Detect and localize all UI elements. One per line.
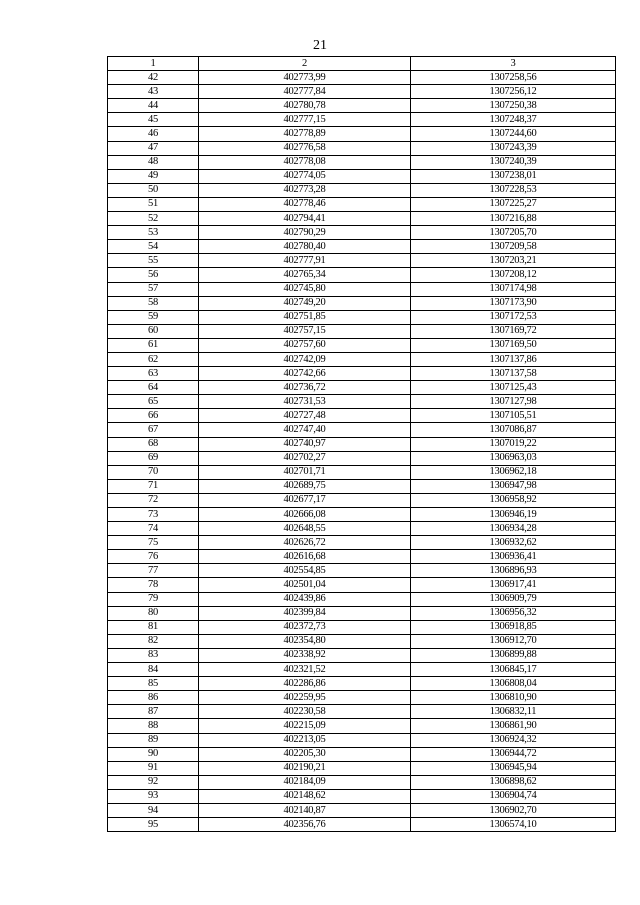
cell-point-number: 69 xyxy=(108,451,199,465)
cell-x-coordinate: 402757,60 xyxy=(199,338,411,352)
cell-point-number: 53 xyxy=(108,226,199,240)
table-row xyxy=(108,522,616,536)
table-row xyxy=(108,719,616,733)
cell-point-number: 75 xyxy=(108,536,199,550)
cell-y-coordinate: 1307208,12 xyxy=(411,268,616,282)
cell-x-coordinate: 402777,91 xyxy=(199,254,411,268)
cell-x-coordinate: 402616,68 xyxy=(199,550,411,564)
cell-y-coordinate: 1306904,74 xyxy=(411,789,616,803)
table-row xyxy=(108,747,616,761)
table-row xyxy=(108,254,616,268)
cell-y-coordinate: 1306956,32 xyxy=(411,606,616,620)
cell-point-number: 89 xyxy=(108,733,199,747)
cell-x-coordinate: 402773,99 xyxy=(199,71,411,85)
cell-x-coordinate: 402689,75 xyxy=(199,479,411,493)
cell-point-number: 52 xyxy=(108,212,199,226)
cell-y-coordinate: 1306944,72 xyxy=(411,747,616,761)
cell-y-coordinate: 1306962,18 xyxy=(411,465,616,479)
table-row xyxy=(108,451,616,465)
cell-y-coordinate: 1306946,19 xyxy=(411,508,616,522)
cell-x-coordinate: 402780,78 xyxy=(199,99,411,113)
table-row xyxy=(108,479,616,493)
cell-y-coordinate: 1307209,58 xyxy=(411,240,616,254)
cell-y-coordinate: 1307125,43 xyxy=(411,381,616,395)
cell-x-coordinate: 402205,30 xyxy=(199,747,411,761)
table-row xyxy=(108,268,616,282)
cell-x-coordinate: 402190,21 xyxy=(199,761,411,775)
cell-y-coordinate: 1307019,22 xyxy=(411,437,616,451)
cell-x-coordinate: 402501,04 xyxy=(199,578,411,592)
cell-y-coordinate: 1307137,86 xyxy=(411,352,616,366)
cell-y-coordinate: 1306845,17 xyxy=(411,663,616,677)
cell-x-coordinate: 402148,62 xyxy=(199,789,411,803)
cell-point-number: 44 xyxy=(108,99,199,113)
table-row xyxy=(108,578,616,592)
table-row xyxy=(108,620,616,634)
table-row xyxy=(108,310,616,324)
cell-point-number: 61 xyxy=(108,338,199,352)
table-row xyxy=(108,71,616,85)
cell-x-coordinate: 402286,86 xyxy=(199,677,411,691)
cell-x-coordinate: 402790,29 xyxy=(199,226,411,240)
cell-x-coordinate: 402747,40 xyxy=(199,423,411,437)
cell-x-coordinate: 402701,71 xyxy=(199,465,411,479)
cell-y-coordinate: 1306902,70 xyxy=(411,803,616,817)
cell-point-number: 77 xyxy=(108,564,199,578)
cell-x-coordinate: 402794,41 xyxy=(199,212,411,226)
cell-x-coordinate: 402777,84 xyxy=(199,85,411,99)
cell-y-coordinate: 1306810,90 xyxy=(411,691,616,705)
cell-x-coordinate: 402666,08 xyxy=(199,508,411,522)
cell-y-coordinate: 1306909,79 xyxy=(411,592,616,606)
cell-point-number: 81 xyxy=(108,620,199,634)
table-row xyxy=(108,296,616,310)
cell-point-number: 54 xyxy=(108,240,199,254)
cell-point-number: 87 xyxy=(108,705,199,719)
cell-point-number: 92 xyxy=(108,775,199,789)
cell-point-number: 62 xyxy=(108,352,199,366)
table-row xyxy=(108,240,616,254)
cell-x-coordinate: 402230,58 xyxy=(199,705,411,719)
table-row xyxy=(108,592,616,606)
table-row xyxy=(108,423,616,437)
table-row xyxy=(108,197,616,211)
cell-x-coordinate: 402757,15 xyxy=(199,324,411,338)
cell-x-coordinate: 402439,86 xyxy=(199,592,411,606)
table-row xyxy=(108,226,616,240)
cell-point-number: 66 xyxy=(108,409,199,423)
table-row xyxy=(108,141,616,155)
cell-y-coordinate: 1307127,98 xyxy=(411,395,616,409)
cell-x-coordinate: 402778,46 xyxy=(199,197,411,211)
cell-y-coordinate: 1307243,39 xyxy=(411,141,616,155)
cell-x-coordinate: 402354,80 xyxy=(199,634,411,648)
cell-y-coordinate: 1307172,53 xyxy=(411,310,616,324)
table-row xyxy=(108,169,616,183)
cell-y-coordinate: 1307256,12 xyxy=(411,85,616,99)
coordinates-table xyxy=(107,56,616,832)
table-row xyxy=(108,761,616,775)
table-row xyxy=(108,324,616,338)
cell-point-number: 64 xyxy=(108,381,199,395)
cell-x-coordinate: 402215,09 xyxy=(199,719,411,733)
cell-point-number: 51 xyxy=(108,197,199,211)
cell-point-number: 88 xyxy=(108,719,199,733)
table-row xyxy=(108,352,616,366)
column-header-y: 3 xyxy=(411,57,616,71)
table-row xyxy=(108,634,616,648)
table-row xyxy=(108,789,616,803)
table-row xyxy=(108,409,616,423)
cell-point-number: 94 xyxy=(108,803,199,817)
table-row xyxy=(108,85,616,99)
table-row xyxy=(108,395,616,409)
cell-point-number: 49 xyxy=(108,169,199,183)
cell-x-coordinate: 402554,85 xyxy=(199,564,411,578)
table-row xyxy=(108,648,616,662)
cell-y-coordinate: 1306936,41 xyxy=(411,550,616,564)
cell-x-coordinate: 402259,95 xyxy=(199,691,411,705)
cell-x-coordinate: 402777,15 xyxy=(199,113,411,127)
cell-x-coordinate: 402773,28 xyxy=(199,183,411,197)
cell-point-number: 71 xyxy=(108,479,199,493)
table-row xyxy=(108,338,616,352)
cell-point-number: 80 xyxy=(108,606,199,620)
table-row xyxy=(108,212,616,226)
table-header-row xyxy=(108,57,616,71)
table-row xyxy=(108,493,616,507)
table-row xyxy=(108,663,616,677)
cell-y-coordinate: 1307169,72 xyxy=(411,324,616,338)
cell-y-coordinate: 1307174,98 xyxy=(411,282,616,296)
cell-y-coordinate: 1306924,32 xyxy=(411,733,616,747)
cell-x-coordinate: 402626,72 xyxy=(199,536,411,550)
cell-y-coordinate: 1306896,93 xyxy=(411,564,616,578)
table-row xyxy=(108,705,616,719)
column-header-x: 2 xyxy=(199,57,411,71)
cell-y-coordinate: 1307105,51 xyxy=(411,409,616,423)
cell-point-number: 72 xyxy=(108,493,199,507)
cell-y-coordinate: 1307137,58 xyxy=(411,367,616,381)
cell-x-coordinate: 402776,58 xyxy=(199,141,411,155)
cell-y-coordinate: 1307238,01 xyxy=(411,169,616,183)
cell-y-coordinate: 1306912,70 xyxy=(411,634,616,648)
cell-x-coordinate: 402749,20 xyxy=(199,296,411,310)
cell-y-coordinate: 1306917,41 xyxy=(411,578,616,592)
cell-x-coordinate: 402648,55 xyxy=(199,522,411,536)
cell-point-number: 78 xyxy=(108,578,199,592)
cell-y-coordinate: 1307248,37 xyxy=(411,113,616,127)
cell-point-number: 85 xyxy=(108,677,199,691)
cell-x-coordinate: 402751,85 xyxy=(199,310,411,324)
cell-y-coordinate: 1307225,27 xyxy=(411,197,616,211)
cell-y-coordinate: 1306861,90 xyxy=(411,719,616,733)
table-row xyxy=(108,113,616,127)
cell-point-number: 57 xyxy=(108,282,199,296)
cell-y-coordinate: 1306947,98 xyxy=(411,479,616,493)
table-row xyxy=(108,606,616,620)
cell-y-coordinate: 1307205,70 xyxy=(411,226,616,240)
cell-x-coordinate: 402745,80 xyxy=(199,282,411,296)
cell-point-number: 56 xyxy=(108,268,199,282)
cell-x-coordinate: 402372,73 xyxy=(199,620,411,634)
cell-point-number: 91 xyxy=(108,761,199,775)
cell-x-coordinate: 402184,09 xyxy=(199,775,411,789)
table-row xyxy=(108,818,616,832)
cell-point-number: 45 xyxy=(108,113,199,127)
cell-x-coordinate: 402736,72 xyxy=(199,381,411,395)
cell-x-coordinate: 402321,52 xyxy=(199,663,411,677)
cell-y-coordinate: 1307173,90 xyxy=(411,296,616,310)
cell-point-number: 68 xyxy=(108,437,199,451)
cell-y-coordinate: 1306574,10 xyxy=(411,818,616,832)
table-row xyxy=(108,437,616,451)
cell-y-coordinate: 1307228,53 xyxy=(411,183,616,197)
cell-point-number: 59 xyxy=(108,310,199,324)
table-row xyxy=(108,803,616,817)
table-row xyxy=(108,282,616,296)
cell-point-number: 73 xyxy=(108,508,199,522)
table-row xyxy=(108,367,616,381)
cell-point-number: 79 xyxy=(108,592,199,606)
cell-x-coordinate: 402677,17 xyxy=(199,493,411,507)
cell-y-coordinate: 1306832,11 xyxy=(411,705,616,719)
table-row xyxy=(108,381,616,395)
table-row xyxy=(108,677,616,691)
cell-point-number: 95 xyxy=(108,818,199,832)
cell-y-coordinate: 1306963,03 xyxy=(411,451,616,465)
cell-y-coordinate: 1306918,85 xyxy=(411,620,616,634)
cell-point-number: 48 xyxy=(108,155,199,169)
cell-y-coordinate: 1307250,38 xyxy=(411,99,616,113)
cell-x-coordinate: 402338,92 xyxy=(199,648,411,662)
cell-point-number: 74 xyxy=(108,522,199,536)
cell-point-number: 70 xyxy=(108,465,199,479)
cell-x-coordinate: 402780,40 xyxy=(199,240,411,254)
cell-point-number: 55 xyxy=(108,254,199,268)
cell-x-coordinate: 402399,84 xyxy=(199,606,411,620)
cell-point-number: 90 xyxy=(108,747,199,761)
cell-y-coordinate: 1307240,39 xyxy=(411,155,616,169)
cell-y-coordinate: 1307216,88 xyxy=(411,212,616,226)
cell-point-number: 86 xyxy=(108,691,199,705)
cell-y-coordinate: 1307244,60 xyxy=(411,127,616,141)
table-body xyxy=(108,71,616,832)
cell-x-coordinate: 402774,05 xyxy=(199,169,411,183)
cell-x-coordinate: 402742,66 xyxy=(199,367,411,381)
cell-y-coordinate: 1307169,50 xyxy=(411,338,616,352)
table-row xyxy=(108,183,616,197)
table-row xyxy=(108,508,616,522)
cell-point-number: 82 xyxy=(108,634,199,648)
cell-y-coordinate: 1306958,92 xyxy=(411,493,616,507)
cell-point-number: 50 xyxy=(108,183,199,197)
cell-point-number: 67 xyxy=(108,423,199,437)
cell-x-coordinate: 402778,08 xyxy=(199,155,411,169)
cell-point-number: 65 xyxy=(108,395,199,409)
cell-y-coordinate: 1306899,88 xyxy=(411,648,616,662)
cell-x-coordinate: 402727,48 xyxy=(199,409,411,423)
table-row xyxy=(108,127,616,141)
cell-point-number: 47 xyxy=(108,141,199,155)
cell-y-coordinate: 1306898,62 xyxy=(411,775,616,789)
cell-x-coordinate: 402702,27 xyxy=(199,451,411,465)
table-row xyxy=(108,99,616,113)
cell-y-coordinate: 1306808,04 xyxy=(411,677,616,691)
page-number: 21 xyxy=(313,38,327,53)
cell-y-coordinate: 1307203,21 xyxy=(411,254,616,268)
cell-point-number: 84 xyxy=(108,663,199,677)
cell-point-number: 42 xyxy=(108,71,199,85)
cell-x-coordinate: 402742,09 xyxy=(199,352,411,366)
cell-point-number: 60 xyxy=(108,324,199,338)
table-row xyxy=(108,465,616,479)
table-row xyxy=(108,536,616,550)
cell-x-coordinate: 402765,34 xyxy=(199,268,411,282)
cell-x-coordinate: 402740,97 xyxy=(199,437,411,451)
cell-y-coordinate: 1307086,87 xyxy=(411,423,616,437)
table-row xyxy=(108,775,616,789)
column-header-point-number: 1 xyxy=(108,57,199,71)
cell-x-coordinate: 402213,05 xyxy=(199,733,411,747)
table-row xyxy=(108,691,616,705)
cell-point-number: 58 xyxy=(108,296,199,310)
cell-point-number: 43 xyxy=(108,85,199,99)
table-row xyxy=(108,564,616,578)
cell-y-coordinate: 1307258,56 xyxy=(411,71,616,85)
table-row xyxy=(108,550,616,564)
cell-x-coordinate: 402778,89 xyxy=(199,127,411,141)
cell-point-number: 63 xyxy=(108,367,199,381)
cell-x-coordinate: 402356,76 xyxy=(199,818,411,832)
cell-y-coordinate: 1306934,28 xyxy=(411,522,616,536)
cell-y-coordinate: 1306945,94 xyxy=(411,761,616,775)
cell-point-number: 83 xyxy=(108,648,199,662)
cell-point-number: 93 xyxy=(108,789,199,803)
cell-y-coordinate: 1306932,62 xyxy=(411,536,616,550)
cell-x-coordinate: 402140,87 xyxy=(199,803,411,817)
cell-x-coordinate: 402731,53 xyxy=(199,395,411,409)
table-row xyxy=(108,733,616,747)
cell-point-number: 46 xyxy=(108,127,199,141)
table-row xyxy=(108,155,616,169)
cell-point-number: 76 xyxy=(108,550,199,564)
